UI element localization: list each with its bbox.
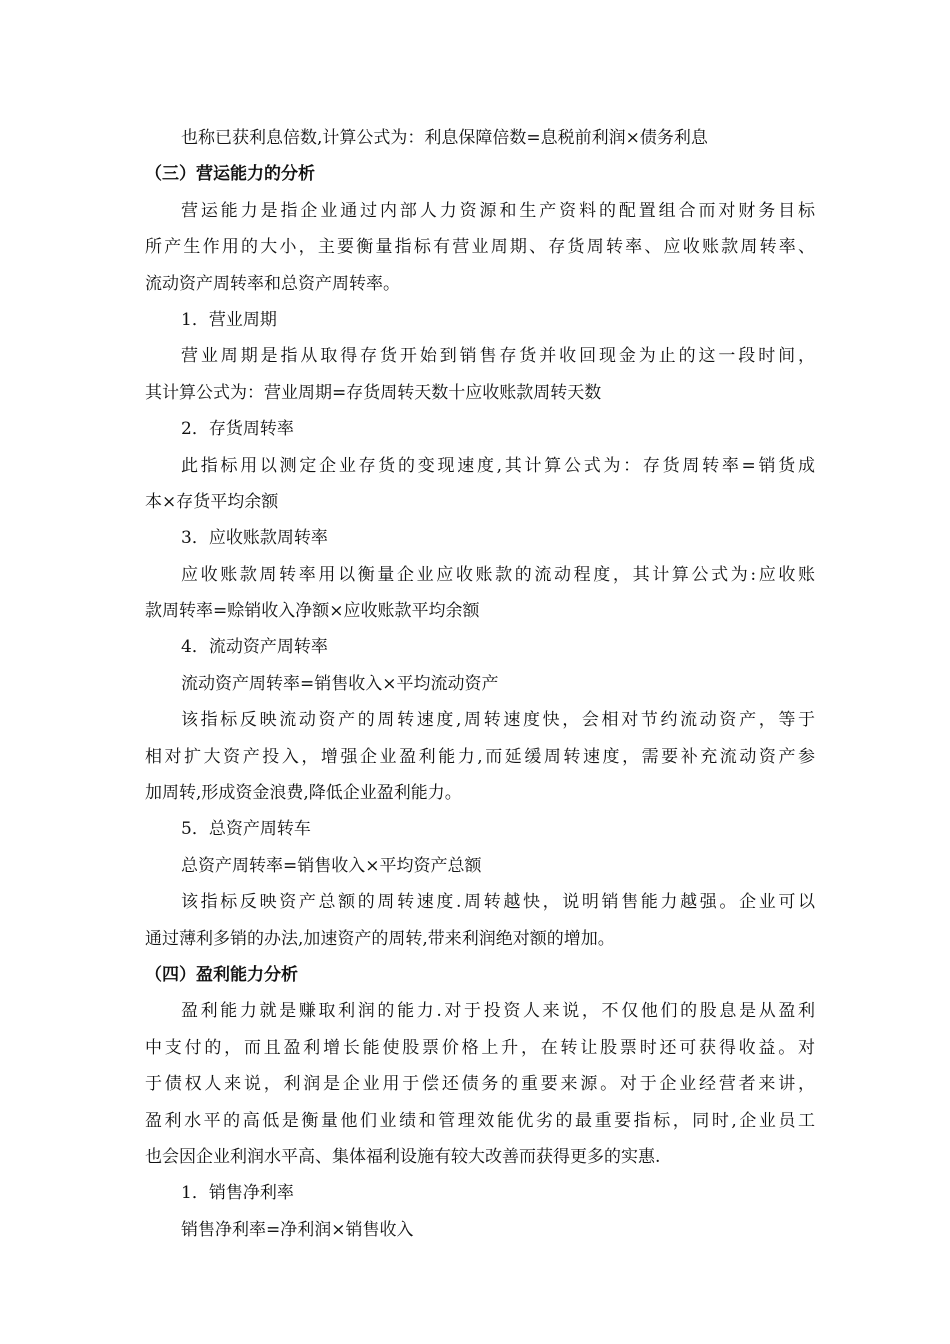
paragraph-line: 此指标用以测定企业存货的变现速度,其计算公式为：存货周转率=销货成: [181, 455, 815, 476]
paragraph-line: 通过薄利多销的办法,加速资产的周转,带来利润绝对额的增加。: [145, 928, 615, 949]
paragraph-line: 营业周期是指从取得存货开始到销售存货并收回现金为止的这一段时间，: [181, 346, 815, 367]
paragraph-line: 款周转率=赊销收入净额×应收账款平均余额: [145, 601, 480, 622]
paragraph-line: 盈利水平的高低是衡量他们业绩和管理效能优劣的最重要指标，同时,企业员工: [145, 1110, 815, 1131]
formula-line: 总资产周转率=销售收入×平均资产总额: [181, 855, 482, 876]
paragraph-line: 本×存货平均余额: [145, 491, 279, 512]
paragraph-line: 也称已获利息倍数,计算公式为：利息保障倍数=息税前利润×债务利息: [181, 128, 708, 148]
subheading-total-assets-turnover: 5．总资产周转车: [181, 819, 311, 840]
paragraph-line: 其计算公式为：营业周期=存货周转天数十应收账款周转天数: [145, 382, 602, 403]
subheading-current-assets-turnover: 4．流动资产周转率: [181, 637, 328, 658]
paragraph-line: 所产生作用的大小，主要衡量指标有营业周期、存货周转率、应收账款周转率、: [145, 237, 815, 258]
section-heading-profitability: （四）盈利能力分析: [145, 964, 298, 985]
paragraph-line: 该指标反映资产总额的周转速度.周转越快，说明销售能力越强。企业可以: [181, 892, 815, 913]
paragraph-line: 于债权人来说，利润是企业用于偿还债务的重要来源。对于企业经营者来讲，: [145, 1074, 815, 1095]
paragraph-line: 加周转,形成资金浪费,降低企业盈利能力。: [145, 783, 462, 804]
paragraph-line: 盈利能力就是赚取利润的能力.对于投资人来说，不仅他们的股息是从盈利: [181, 1001, 815, 1022]
paragraph-line: 该指标反映流动资产的周转速度,周转速度快，会相对节约流动资产，等于: [181, 710, 815, 731]
formula-line: 销售净利率=净利润×销售收入: [181, 1219, 414, 1240]
formula-line: 流动资产周转率=销售收入×平均流动资产: [181, 673, 499, 694]
paragraph-line: 中支付的，而且盈利增长能使股票价格上升，在转让股票时还可获得收益。对: [145, 1037, 815, 1058]
section-heading-operating-capacity: （三）营运能力的分析: [145, 164, 315, 185]
document-body: [145, 120, 815, 1248]
subheading-net-profit-margin: 1．销售净利率: [181, 1183, 294, 1204]
subheading-receivables-turnover: 3．应收账款周转率: [181, 528, 328, 549]
subheading-inventory-turnover: 2．存货周转率: [181, 419, 294, 440]
paragraph-line: 流动资产周转率和总资产周转率。: [145, 273, 400, 294]
paragraph-line: 相对扩大资产投入，增强企业盈利能力,而延缓周转速度，需要补充流动资产参: [145, 746, 815, 767]
paragraph-line: 应收账款周转率用以衡量企业应收账款的流动程度，其计算公式为:应收账: [181, 564, 815, 585]
paragraph-line: 也会因企业利润水平高、集体福利设施有较大改善而获得更多的实惠.: [145, 1146, 661, 1167]
paragraph-line: 营运能力是指企业通过内部人力资源和生产资料的配置组合而对财务目标: [181, 200, 815, 221]
subheading-operating-cycle: 1．营业周期: [181, 309, 277, 330]
